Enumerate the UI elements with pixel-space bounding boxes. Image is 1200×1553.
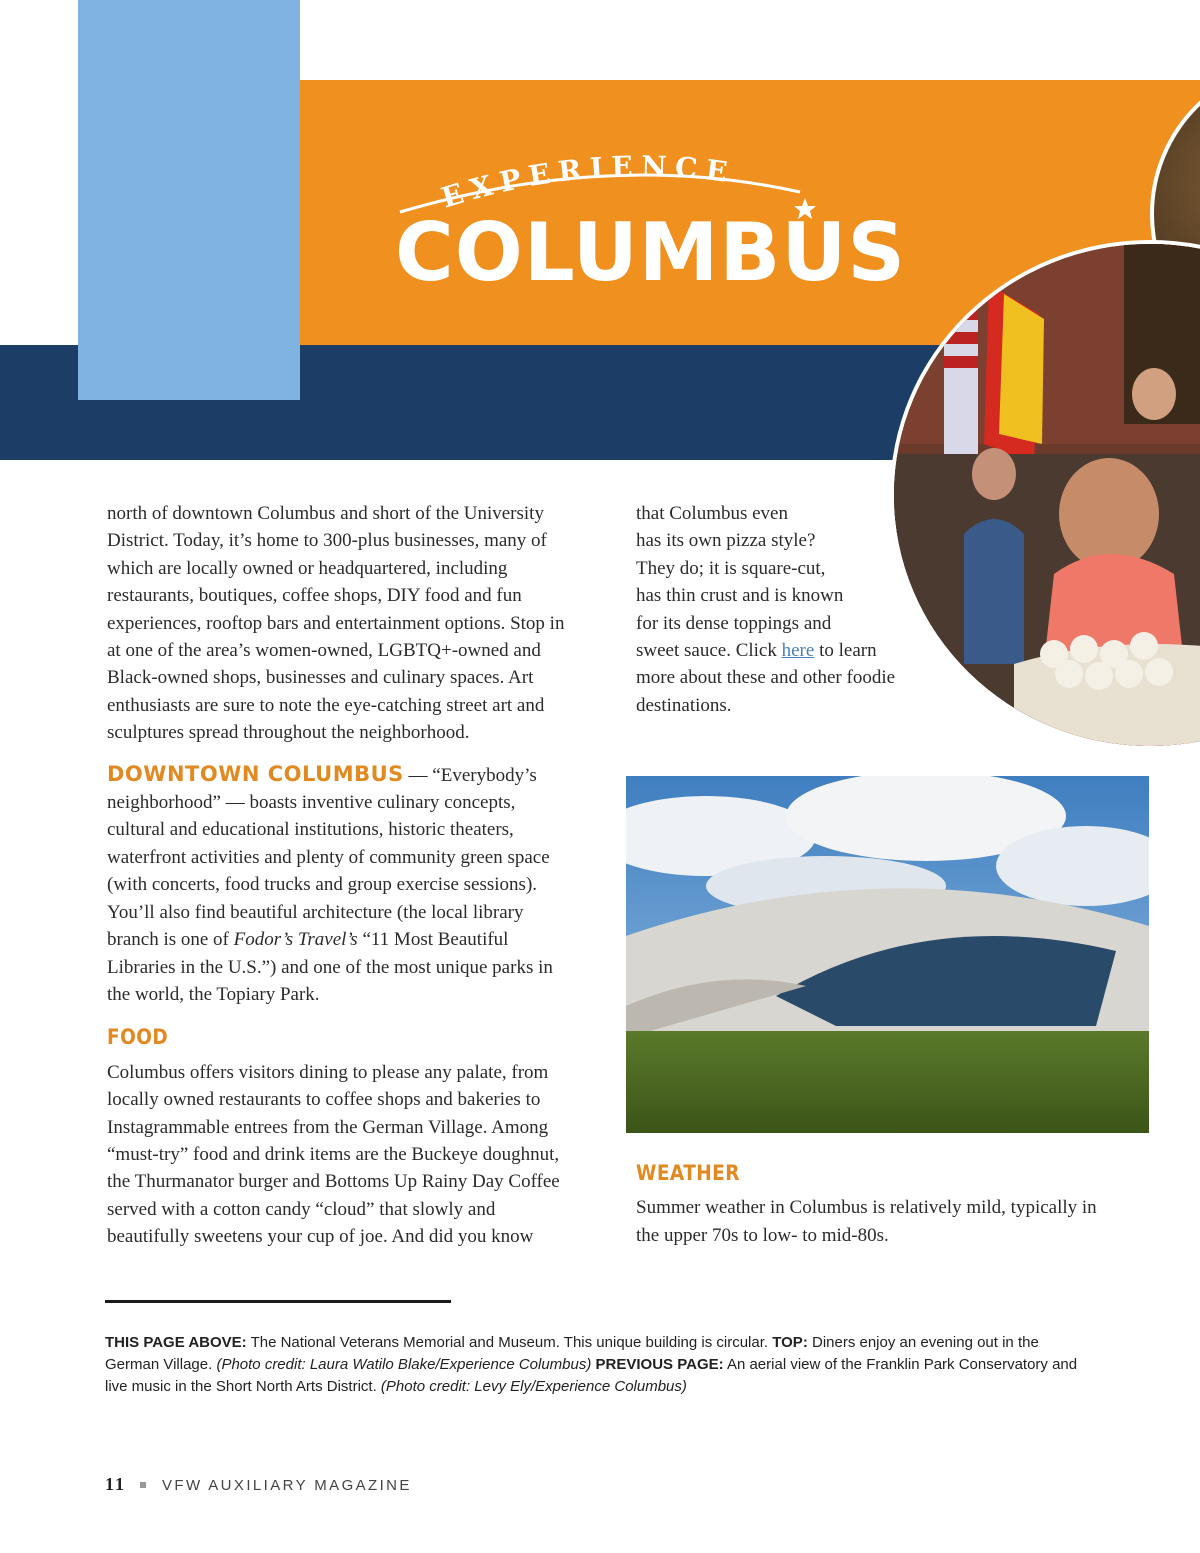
weather-section [636, 1160, 1116, 1249]
here-link[interactable]: here [781, 640, 815, 662]
caption-divider [105, 1300, 451, 1303]
magazine-name: VFW AUXILIARY MAGAZINE [162, 1477, 412, 1494]
downtown-heading: DOWNTOWN COLUMBUS [107, 761, 404, 786]
fodors-title: Fodor’s Travel’s [233, 929, 358, 951]
downtown-paragraph [107, 761, 577, 1009]
weather-paragraph: Summer weather in Columbus is relatively mild, typically in the upper 70s to low- to mid-80s. [636, 1197, 1097, 1246]
caption-label-top: TOP: [772, 1334, 808, 1351]
page-footer [105, 1474, 412, 1495]
pizza-line: has thin crust and is known [636, 585, 844, 607]
svg-text:EXPERIENCE [438, 150, 738, 215]
downtown-text-2: “11 Most Beautiful Libraries in the U.S.”) and one of the most unique parks in the world, the Topiary Park. [107, 929, 553, 1005]
weather-heading: WEATHER [636, 1161, 740, 1185]
caption-label-this-page: THIS PAGE ABOVE: [105, 1334, 247, 1351]
caption-text-3: An aerial view of the Franklin Park Conservatory and live music in the Short North Arts District. [105, 1356, 1078, 1395]
pizza-line: for its dense toppings and [636, 612, 832, 634]
food-heading: FOOD [107, 1025, 169, 1050]
caption-credit-1: (Photo credit: Laura Watilo Blake/Experience Columbus) [216, 1356, 592, 1373]
light-blue-block [78, 0, 300, 400]
caption-text-1: The National Veterans Memorial and Museum. This unique building is circular. [246, 1334, 773, 1351]
pizza-line: more about these and other foodie [636, 667, 896, 689]
logo-experience-text: EXPERIENCE [437, 150, 738, 215]
pizza-line: that Columbus even [636, 503, 788, 524]
caption-credit-2: (Photo credit: Levy Ely/Experience Columbus) [380, 1378, 687, 1395]
intro-paragraph: north of downtown Columbus and short of the University District. Today, it’s home to 300-plus businesses, many of which are locally owned or headquartered, including restaurants, boutiques, coffee shops, DIY food and fun experiences, rooftop bars and entertainment options. Stop in at one of the area’s women-owned, LGBTQ+-owned and Black-owned shops, businesses and culinary spaces. Art enthusiasts are sure to note the eye-catching street art and sculptures spread throughout the neighborhood. [107, 503, 565, 744]
left-column [107, 500, 577, 1251]
page-number: 11 [105, 1474, 127, 1494]
pizza-line: has its own pizza style? [636, 530, 816, 552]
logo-columbus-text: COLUMBUS [395, 206, 906, 299]
pizza-line: destinations. [636, 694, 732, 716]
pizza-line: They do; it is square-cut, [636, 557, 826, 579]
separator-square-icon [140, 1482, 146, 1488]
pizza-click-pre: sweet sauce. Click [636, 640, 782, 662]
caption-label-previous: PREVIOUS PAGE: [591, 1356, 724, 1373]
downtown-text-1: — “Everybody’s neighborhood” — boasts inventive culinary concepts, cultural and educational institutions, historic theaters, waterfront activities and plenty of community green space (with concerts, food trucks and group exercise sessions). You’ll also find beautiful architecture (the local library branch is one of [107, 764, 550, 951]
veterans-museum-photo [626, 776, 1149, 1133]
pizza-paragraph [636, 500, 1116, 719]
photo-caption [105, 1332, 1085, 1398]
caption-text-2: Diners enjoy an evening out in the German Village. [105, 1334, 1039, 1373]
experience-columbus-logo [390, 150, 906, 299]
food-paragraph: Columbus offers visitors dining to please any palate, from locally owned restaurants to coffee shops and bakeries to Instagrammable entrees from the German Village. Among “must-try” food and drink items are the Buckeye doughnut, the Thurmanator burger and Bottoms Up Rainy Day Coffee served with a cotton candy “cloud” that slowly and beautifully sweetens your cup of joe. And did you know [107, 1061, 560, 1248]
right-column [636, 500, 1116, 719]
pizza-click-post: to learn [814, 640, 877, 662]
